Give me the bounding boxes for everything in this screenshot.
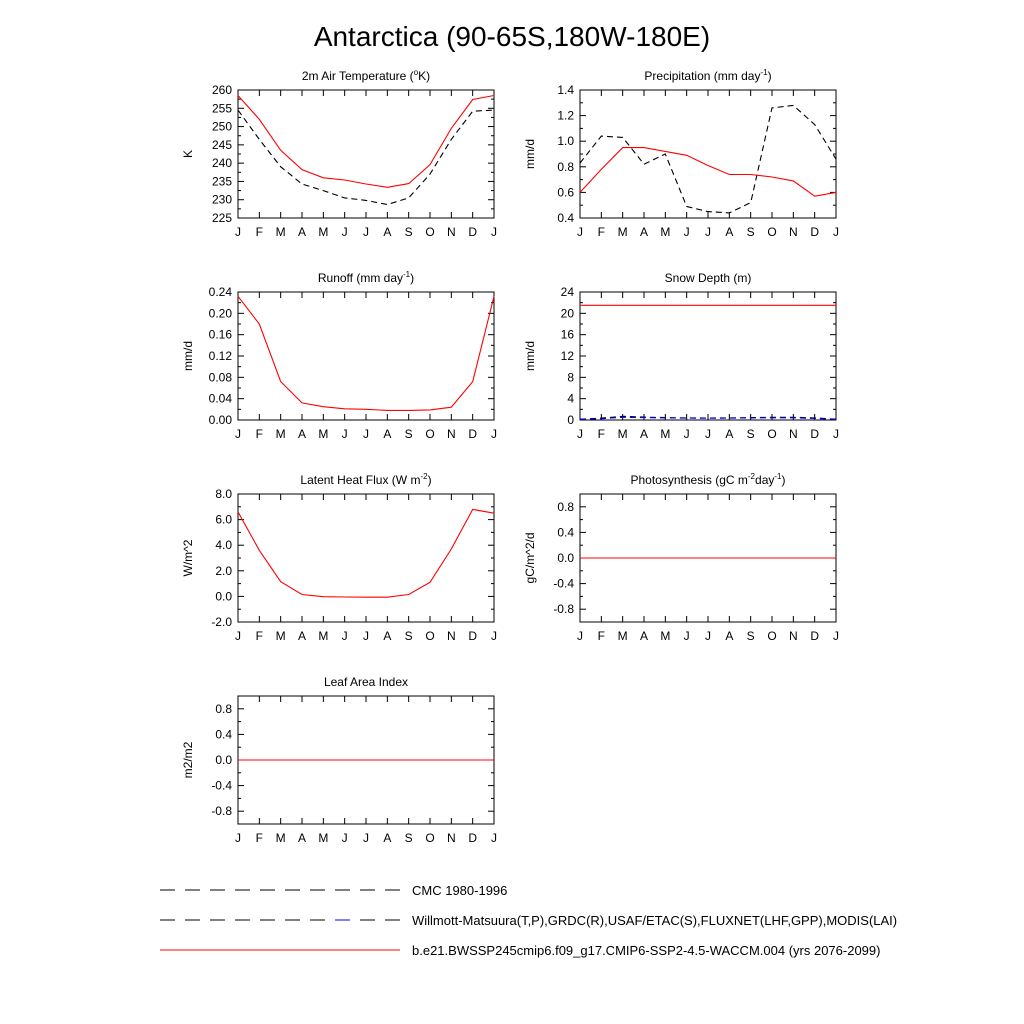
y-tick-label: 260 (211, 83, 232, 97)
panel-title-part: Precipitation (mm day (644, 69, 761, 83)
x-tick-label: F (597, 427, 606, 441)
y-tick-label: 0.00 (208, 413, 232, 427)
y-tick-label: 255 (211, 101, 232, 116)
x-tick-label: A (383, 831, 392, 845)
panel-title-part: K) (418, 69, 431, 83)
y-tick-label: 0.8 (557, 159, 574, 174)
y-tick-label: 0.20 (208, 306, 232, 321)
x-tick-label: J (683, 629, 690, 643)
y-axis-label: mm/d (523, 139, 537, 169)
series-line-0 (580, 105, 836, 212)
x-tick-label: A (383, 629, 392, 643)
panel-title-part: Leaf Area Index (323, 675, 409, 689)
panel-title-part: 2m Air Temperature ( (301, 69, 414, 83)
y-axis-label: mm/d (181, 341, 195, 371)
x-tick-label: O (425, 629, 435, 643)
x-tick-label: J (341, 629, 348, 643)
x-tick-label: M (318, 427, 329, 441)
x-tick-label: M (275, 629, 286, 643)
y-tick-label: 0.12 (208, 349, 232, 363)
y-tick-label: 0.08 (208, 370, 232, 385)
series-line-1 (580, 148, 836, 197)
panel-title-part: Runoff (mm day (317, 271, 404, 285)
x-tick-label: M (275, 427, 286, 441)
x-tick-label: J (341, 831, 348, 845)
y-tick-label: 4 (567, 391, 574, 406)
x-tick-label: M (660, 629, 671, 643)
y-tick-label: 0.4 (215, 727, 232, 742)
y-tick-label: 0.4 (557, 525, 574, 540)
panel-1 (523, 68, 839, 239)
x-tick-label: J (235, 629, 241, 643)
series-line-1 (238, 96, 494, 188)
panels (181, 68, 839, 845)
y-axis-label: W/m^2 (181, 539, 195, 577)
x-tick-label: O (425, 427, 435, 441)
y-tick-label: 16 (560, 327, 574, 342)
y-tick-label: 1.2 (557, 108, 574, 123)
x-tick-label: J (705, 427, 711, 441)
y-tick-label: -0.8 (553, 602, 574, 617)
x-tick-label: D (468, 427, 478, 441)
y-tick-label: 1.0 (557, 134, 574, 149)
y-tick-label: 8.0 (215, 487, 232, 501)
y-tick-label: -0.4 (211, 778, 232, 793)
panel-title (300, 472, 431, 487)
y-tick-label: -0.8 (211, 804, 232, 819)
x-tick-label: J (683, 225, 690, 239)
x-tick-label: J (577, 225, 583, 239)
x-tick-label: D (810, 225, 820, 239)
x-tick-label: M (660, 225, 671, 239)
page-title: Antarctica (90-65S,180W-180E) (313, 21, 711, 52)
panel-title (302, 68, 430, 83)
panel-title (318, 270, 414, 285)
x-tick-label: F (255, 831, 264, 845)
x-tick-label: N (446, 427, 456, 441)
x-tick-label: J (683, 427, 690, 441)
panel-2 (181, 270, 497, 441)
x-tick-label: A (639, 427, 649, 441)
panel-0 (181, 68, 497, 239)
x-tick-label: F (255, 427, 264, 441)
y-tick-label: 0.16 (208, 327, 232, 342)
y-axis-label: m2/m2 (181, 741, 195, 779)
series-line-0 (238, 110, 494, 204)
x-tick-label: J (491, 629, 497, 643)
y-tick-label: 6.0 (215, 512, 232, 527)
x-tick-label: J (705, 629, 711, 643)
x-tick-label: A (725, 427, 734, 441)
panel-title-part: -2 (747, 472, 756, 481)
x-tick-label: F (255, 629, 264, 643)
x-tick-label: J (363, 225, 369, 239)
y-tick-label: 24 (560, 285, 574, 299)
panel-frame (580, 292, 836, 420)
x-tick-label: J (833, 629, 839, 643)
panel-title (665, 271, 752, 285)
x-tick-label: M (617, 225, 628, 239)
panel-title-part: ) (767, 69, 772, 83)
x-tick-label: A (297, 831, 307, 845)
x-tick-label: S (746, 225, 755, 239)
y-tick-label: 4.0 (215, 538, 232, 553)
x-tick-label: M (275, 831, 286, 845)
panel-title (324, 675, 408, 689)
y-tick-label: 0.0 (215, 753, 232, 767)
panel-title-part: day (755, 473, 775, 487)
legend-label: Willmott-Matsuura(T,P),GRDC(R),USAF/ETAC(S),FLUXNET(LHF,GPP),MODIS(LAI) (412, 913, 898, 928)
x-tick-label: D (810, 427, 820, 441)
x-tick-label: J (235, 831, 241, 845)
x-tick-label: J (833, 225, 839, 239)
x-tick-label: M (318, 225, 329, 239)
x-tick-label: M (660, 427, 671, 441)
x-tick-label: N (788, 225, 798, 239)
y-axis-label: mm/d (523, 341, 537, 371)
x-tick-label: J (235, 225, 241, 239)
y-tick-label: 0.0 (215, 589, 232, 604)
panel-frame (238, 494, 494, 622)
y-tick-label: 250 (211, 119, 232, 134)
panel-3 (523, 271, 839, 441)
x-tick-label: A (383, 427, 392, 441)
legend-entry-0 (160, 883, 507, 898)
x-tick-label: F (255, 225, 264, 239)
x-tick-label: J (491, 831, 497, 845)
panel-title-part: ) (410, 271, 415, 285)
x-tick-label: J (491, 427, 497, 441)
panel-frame (238, 292, 494, 420)
x-tick-label: O (767, 629, 777, 643)
x-tick-label: J (341, 225, 348, 239)
panel-5 (523, 472, 839, 643)
y-tick-label: 0.04 (208, 391, 232, 406)
legend-label: CMC 1980-1996 (412, 883, 508, 898)
y-tick-label: 0.8 (215, 701, 232, 716)
x-tick-label: D (468, 831, 478, 845)
y-tick-label: 230 (211, 192, 232, 207)
panel-frame (238, 90, 494, 218)
x-tick-label: J (363, 427, 369, 441)
x-tick-label: D (468, 629, 478, 643)
panel-title-part: -1 (403, 270, 411, 279)
x-tick-label: A (383, 225, 392, 239)
series-line-0 (238, 296, 494, 410)
legend-entry-2 (160, 943, 880, 958)
y-tick-label: 0.24 (208, 285, 232, 299)
x-tick-label: J (705, 225, 711, 239)
y-tick-label: 0.0 (557, 551, 574, 565)
series-line-0 (238, 509, 494, 597)
y-tick-label: 8 (567, 370, 574, 385)
x-tick-label: S (404, 831, 413, 845)
x-tick-label: D (468, 225, 478, 239)
x-tick-label: A (297, 225, 307, 239)
panel-title (631, 472, 786, 487)
legend-label: b.e21.BWSSP245cmip6.f09_g17.CMIP6-SSP2-4.5-WACCM.004 (yrs 2076-2099) (412, 943, 881, 958)
x-tick-label: J (491, 225, 497, 239)
x-tick-label: J (577, 427, 583, 441)
panel-title (644, 68, 771, 83)
x-tick-label: M (318, 831, 329, 845)
y-tick-label: 0.4 (557, 211, 574, 225)
x-tick-label: A (297, 629, 307, 643)
x-tick-label: A (725, 225, 734, 239)
x-tick-label: S (746, 629, 755, 643)
panel-title-part: -1 (774, 472, 782, 481)
x-tick-label: N (446, 629, 456, 643)
x-tick-label: J (363, 629, 369, 643)
x-tick-label: N (446, 225, 456, 239)
x-tick-label: F (597, 225, 606, 239)
panel-title-part: ) (781, 473, 786, 487)
y-tick-label: 235 (211, 174, 232, 189)
panel-title-part: -1 (760, 68, 768, 77)
panel-4 (181, 472, 497, 643)
y-tick-label: -2.0 (211, 615, 232, 629)
x-tick-label: M (318, 629, 329, 643)
y-tick-label: 12 (560, 349, 574, 363)
x-tick-label: O (425, 831, 435, 845)
y-axis-label: K (181, 149, 195, 159)
x-tick-label: O (425, 225, 435, 239)
panel-title-part: -2 (420, 472, 428, 481)
x-tick-label: A (297, 427, 307, 441)
x-tick-label: O (767, 427, 777, 441)
x-tick-label: F (597, 629, 606, 643)
x-tick-label: A (639, 225, 649, 239)
panel-title-part: o (413, 68, 419, 77)
x-tick-label: J (577, 629, 583, 643)
x-tick-label: D (810, 629, 820, 643)
x-tick-label: N (788, 629, 798, 643)
x-tick-label: J (235, 427, 241, 441)
x-tick-label: M (275, 225, 286, 239)
x-tick-label: J (363, 831, 369, 845)
y-axis-label: gC/m^2/d (523, 532, 537, 584)
x-tick-label: O (767, 225, 777, 239)
y-tick-label: 245 (211, 137, 232, 152)
y-tick-label: -0.4 (553, 576, 574, 591)
y-tick-label: 20 (560, 306, 574, 321)
x-tick-label: A (725, 629, 734, 643)
panel-title-part: ) (427, 473, 432, 487)
panel-title-part: Photosynthesis (gC m (630, 473, 748, 487)
panel-6 (181, 675, 497, 845)
panel-title-part: Snow Depth (m) (664, 271, 752, 285)
y-tick-label: 2.0 (215, 563, 232, 578)
x-tick-label: N (446, 831, 456, 845)
x-tick-label: J (833, 427, 839, 441)
x-tick-label: S (404, 629, 413, 643)
x-tick-label: J (341, 427, 348, 441)
y-tick-label: 0.8 (557, 499, 574, 514)
y-tick-label: 240 (211, 156, 232, 171)
panel-title-part: Latent Heat Flux (W m (300, 473, 421, 487)
y-tick-label: 0.6 (557, 185, 574, 200)
legend (160, 883, 897, 958)
y-tick-label: 1.4 (557, 83, 574, 97)
x-tick-label: N (788, 427, 798, 441)
y-tick-label: 0 (567, 413, 574, 427)
x-tick-label: M (617, 629, 628, 643)
x-tick-label: A (639, 629, 649, 643)
legend-entry-1 (160, 913, 897, 928)
x-tick-label: S (746, 427, 755, 441)
x-tick-label: M (617, 427, 628, 441)
y-tick-label: 225 (211, 211, 232, 225)
x-tick-label: S (404, 427, 413, 441)
x-tick-label: S (404, 225, 413, 239)
